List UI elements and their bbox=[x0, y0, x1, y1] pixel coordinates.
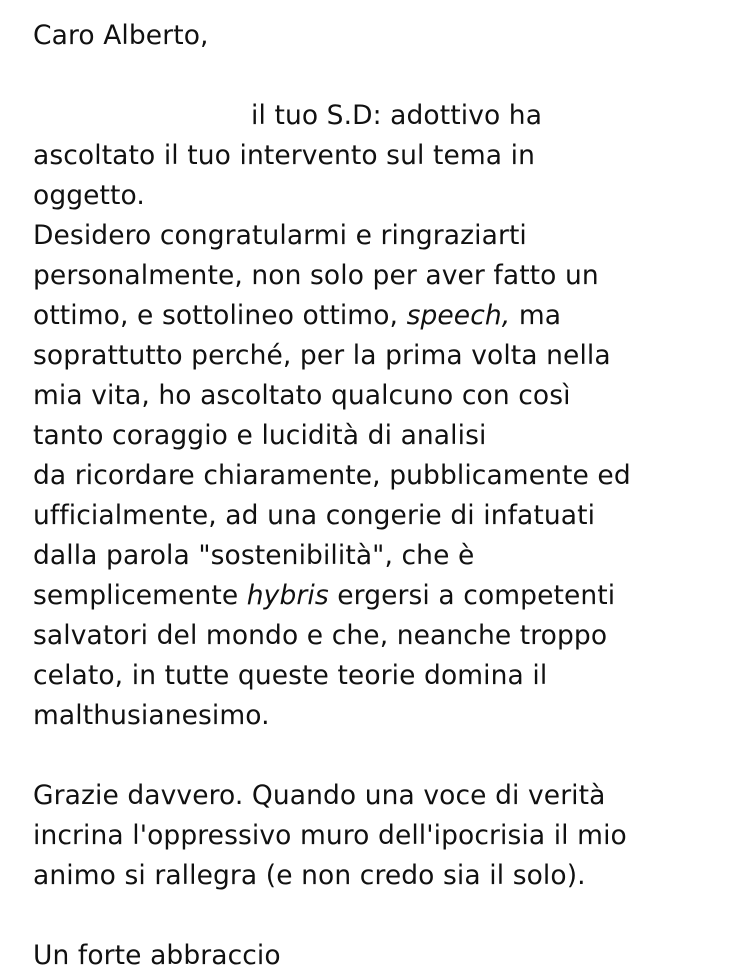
letter-body bbox=[33, 16, 733, 976]
paragraph-2-line bbox=[33, 296, 733, 336]
paragraph-3-line: animo si rallegra (e non credo sia il solo). bbox=[33, 860, 586, 891]
paragraph-1-line: ascoltato il tuo intervento sul tema in bbox=[33, 140, 535, 171]
paragraph-spacer bbox=[33, 896, 733, 936]
paragraph-2-line: soprattutto perché, per la prima volta nella bbox=[33, 340, 611, 371]
salutation: Caro Alberto, bbox=[33, 20, 209, 51]
paragraph-2-line: ufficialmente, ad una congerie di infatuati bbox=[33, 500, 596, 531]
paragraph-2-line: celato, in tutte queste teorie domina il bbox=[33, 660, 548, 691]
paragraph-3-line: incrina l'oppressivo muro dell'ipocrisia il mio bbox=[33, 820, 627, 851]
paragraph-spacer bbox=[33, 56, 733, 96]
paragraph-2-line: mia vita, ho ascoltato qualcuno con così bbox=[33, 380, 571, 411]
text-run: ottimo, e sottolineo ottimo, bbox=[33, 300, 407, 331]
paragraph-2-line: malthusianesimo. bbox=[33, 700, 270, 731]
paragraph-2-line: personalmente, non solo per aver fatto un bbox=[33, 260, 599, 291]
italic-word-speech: speech, bbox=[406, 300, 511, 331]
paragraph-1-line: il tuo S.D: adottivo ha bbox=[251, 100, 543, 131]
italic-word-hybris: hybris bbox=[246, 580, 329, 611]
paragraph-2-line: tanto coraggio e lucidità di analisi bbox=[33, 420, 487, 451]
paragraph-2-line: Desidero congratularmi e ringraziarti bbox=[33, 220, 527, 251]
paragraph-spacer bbox=[33, 736, 733, 776]
text-run: ma bbox=[510, 300, 562, 331]
paragraph-3-line: Grazie davvero. Quando una voce di verità bbox=[33, 780, 606, 811]
paragraph-2-line: dalla parola "sostenibilità", che è bbox=[33, 540, 475, 571]
closing: Un forte abbraccio bbox=[33, 940, 281, 971]
paragraph-1-line: oggetto. bbox=[33, 180, 145, 211]
paragraph-2-line: salvatori del mondo e che, neanche troppo bbox=[33, 620, 608, 651]
paragraph-2-line bbox=[33, 576, 733, 616]
text-run: semplicemente bbox=[33, 580, 247, 611]
text-run: ergersi a competenti bbox=[328, 580, 616, 611]
paragraph-2-line: da ricordare chiaramente, pubblicamente ed bbox=[33, 460, 631, 491]
